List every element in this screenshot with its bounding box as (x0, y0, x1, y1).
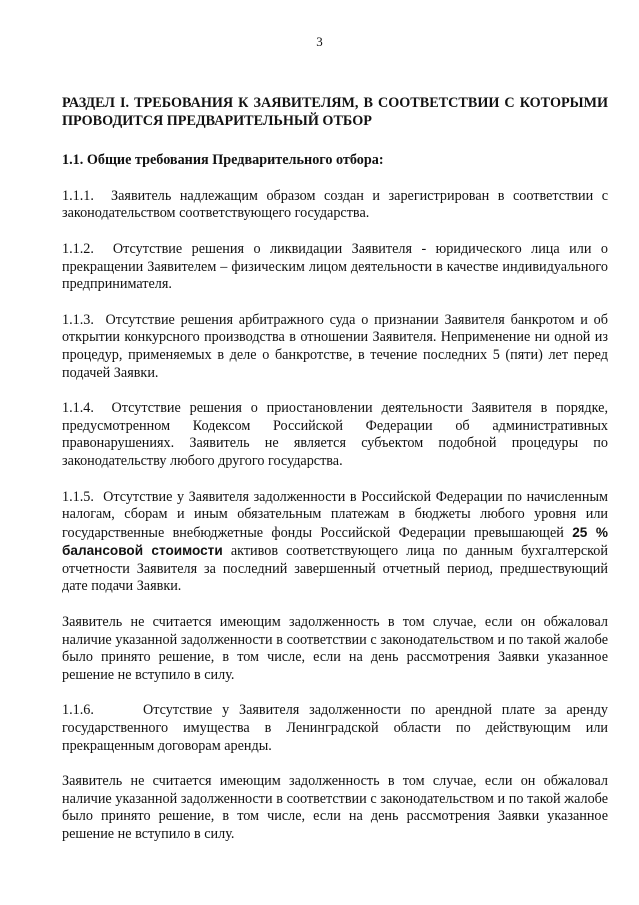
page-number: 3 (316, 34, 323, 49)
clause-text-before: Отсутствие у Заявителя задолженности в Российской Федерации по начисленным налогам, сборам и иным обязательным платежам в бюджеты любого уровня или государственные внебюджетные фонды Российской Федерации превышающей (62, 488, 608, 541)
note-text: Заявитель не считается имеющим задолженность в том случае, если он обжаловал наличие указанной задолженности в соответствии с законодательством и по такой жалобе было принято решение, в том числе, если на день рассмотрения Заявки указанное решение не вступило в силу. (62, 614, 608, 683)
clause-1-1-5-note (62, 614, 608, 684)
clause-1-1-2 (62, 241, 608, 294)
clause-1-1-3 (62, 312, 608, 382)
clause-number: 1.1.2. (62, 240, 94, 257)
clause-1-1-5 (62, 489, 608, 597)
clause-text: Отсутствие у Заявителя задолженности по арендной плате за аренду государственного имущества в Ленинградской области по действующим или прекращенным договорам аренды. (62, 702, 609, 754)
clause-text: Отсутствие решения о ликвидации Заявителя - юридического лица или о прекращении Заявителем – физическим лицом деятельности в качестве индивидуального предпринимателя. (62, 240, 609, 293)
clause-text: Отсутствие решения арбитражного суда о признании Заявителя банкротом и об открытии конкурсного производства в отношении Заявителя. Неприменение ни одной из процедур, применяемых в деле о банкротстве, в течение последних 5 (пяти) лет перед подачей Заявки. (62, 311, 608, 381)
clause-text: Отсутствие решения о приостановлении деятельности Заявителя в порядке, предусмотренном Кодексом Российской Федерации об административных правонарушениях. Заявитель не является субъектом подобной процедуры по законодательству любого другого государства. (62, 400, 608, 469)
clause-number: 1.1.6. (62, 702, 94, 719)
document-body (62, 95, 608, 862)
clause-1-1-6 (62, 702, 608, 755)
subsection-title: 1.1. Общие требования Предварительного отбора: (62, 152, 384, 169)
section-title: РАЗДЕЛ I. ТРЕБОВАНИЯ К ЗАЯВИТЕЛЯМ, В СООТВЕТСТВИИ С КОТОРЫМИ ПРОВОДИТСЯ ПРЕДВАРИТЕЛЬНЫЙ ОТБОР (62, 95, 608, 129)
clause-text-after: активов соответствующего лица по данным бухгалтерской отчетности Заявителя за последний завершенный отчетный период, предшествующий дате подачи Заявки. (62, 543, 608, 595)
clause-text: Заявитель надлежащим образом создан и зарегистрирован в соответствии с законодательством соответствующего государства. (62, 187, 609, 222)
clause-number: 1.1.4. (62, 400, 94, 417)
note-text: Заявитель не считается имеющим задолженность в том случае, если он обжаловал наличие указанной задолженности в соответствии с законодательством и по такой жалобе было принято решение, в том числе, если на день рассмотрения Заявки указанное решение не вступило в силу. (62, 773, 608, 842)
clause-1-1-1 (62, 188, 608, 223)
clause-number: 1.1.5. (62, 488, 94, 505)
clause-1-1-4 (62, 400, 608, 470)
clause-number: 1.1.1. (62, 187, 94, 204)
clause-1-1-6-note (62, 773, 608, 843)
clause-number: 1.1.3. (62, 311, 94, 328)
clause-emphasis: 25 % балансовой стоимости (62, 524, 609, 559)
